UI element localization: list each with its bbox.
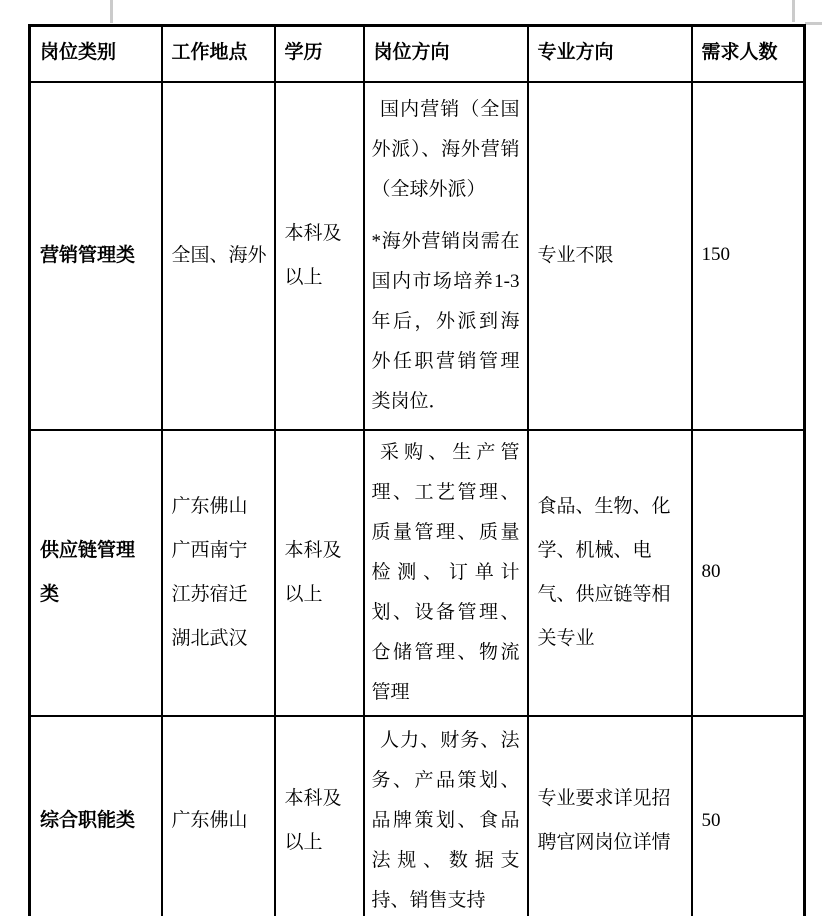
header-headcount: 需求人数 bbox=[692, 26, 805, 82]
location-line: 广东佛山 bbox=[171, 495, 248, 517]
text-boundary-mark-right-horizontal bbox=[805, 22, 822, 25]
header-direction: 岗位方向 bbox=[364, 26, 528, 82]
location-cell bbox=[162, 716, 275, 916]
category-cell: 供应链管理类 bbox=[30, 430, 162, 716]
direction-text: 国内营销（全国外派）、海外营销（全球外派） bbox=[371, 98, 520, 200]
education-cell: 本科及以上 bbox=[275, 82, 364, 430]
direction-text: 人力、财务、法务、产品策划、品牌策划、食品法规、数据支持、销售支持 bbox=[371, 730, 520, 912]
header-education: 学历 bbox=[275, 26, 364, 82]
education-cell: 本科及以上 bbox=[275, 716, 364, 916]
headcount-cell: 150 bbox=[692, 82, 805, 430]
text-boundary-mark-right-vertical bbox=[792, 0, 795, 22]
table-row-general-functions bbox=[30, 716, 805, 916]
table-row-supply-chain bbox=[30, 430, 805, 716]
location-line: 湖北武汉 bbox=[171, 627, 248, 649]
header-major: 专业方向 bbox=[528, 26, 692, 82]
header-category: 岗位类别 bbox=[30, 26, 162, 82]
direction-cell bbox=[364, 430, 528, 716]
header-location: 工作地点 bbox=[162, 26, 275, 82]
major-cell: 专业不限 bbox=[528, 82, 692, 430]
text-boundary-mark-left bbox=[110, 0, 113, 23]
category-cell: 营销管理类 bbox=[30, 82, 162, 430]
location-line: 江苏宿迁 bbox=[171, 583, 248, 605]
education-cell: 本科及以上 bbox=[275, 430, 364, 716]
direction-note: *海外营销岗需在国内市场培养1-3 年后，外派到海外任职营销管理类岗位． bbox=[371, 230, 520, 412]
table-row-marketing bbox=[30, 82, 805, 430]
direction-text: 采购、生产管理、工艺管理、质量管理、质量检测、订单计划、设备管理、仓储管理、物流管理 bbox=[371, 441, 520, 703]
location-line: 全国、海外 bbox=[171, 244, 267, 266]
major-cell: 专业要求详见招聘官网岗位详情 bbox=[528, 716, 692, 916]
location-line: 广东佛山 bbox=[171, 810, 248, 832]
table-header-row bbox=[30, 26, 805, 82]
location-cell bbox=[162, 82, 275, 430]
direction-cell bbox=[364, 716, 528, 916]
major-cell: 食品、生物、化学、机械、电气、供应链等相关专业 bbox=[528, 430, 692, 716]
category-cell: 综合职能类 bbox=[30, 716, 162, 916]
location-cell bbox=[162, 430, 275, 716]
headcount-cell: 80 bbox=[692, 430, 805, 716]
location-line: 广西南宁 bbox=[171, 539, 248, 561]
direction-cell bbox=[364, 82, 528, 430]
recruitment-positions-table bbox=[28, 24, 806, 916]
headcount-cell: 50 bbox=[692, 716, 805, 916]
